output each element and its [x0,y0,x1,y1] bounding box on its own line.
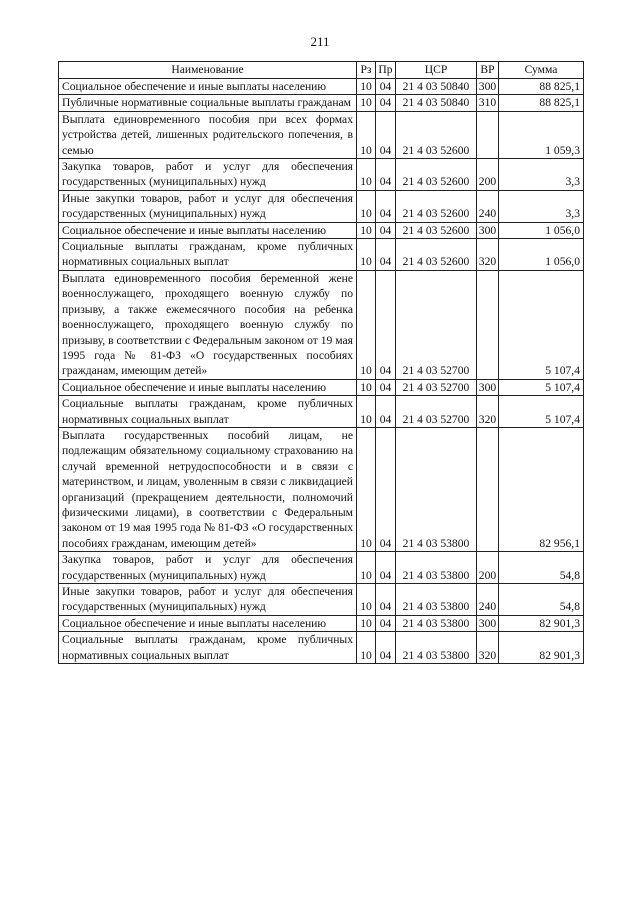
cell-pr: 04 [376,111,396,158]
cell-name: Социальные выплаты гражданам, кроме публичных нормативных социальных выплат [59,396,357,428]
cell-name: Социальное обеспечение и иные выплаты населению [59,379,357,395]
cell-vr: 200 [477,159,499,191]
header-sum: Сумма [499,62,584,79]
table-row [59,270,584,379]
cell-pr: 04 [376,427,396,551]
cell-name: Социальные выплаты гражданам, кроме публичных нормативных социальных выплат [59,632,357,664]
cell-sum: 3,3 [499,190,584,222]
table-row [59,190,584,222]
cell-sum: 54,8 [499,584,584,616]
table-row [59,222,584,238]
cell-rz: 10 [357,379,376,395]
cell-csr: 21 4 03 52600 [396,111,477,158]
table-row [59,396,584,428]
table-row [59,552,584,584]
cell-vr: 240 [477,584,499,616]
cell-vr [477,270,499,379]
table-row [59,159,584,191]
cell-name: Закупка товаров, работ и услуг для обеспечения государственных (муниципальных) нужд [59,159,357,191]
cell-sum: 5 107,4 [499,396,584,428]
cell-vr [477,111,499,158]
cell-csr: 21 4 03 50840 [396,79,477,95]
cell-vr: 300 [477,615,499,631]
cell-sum: 1 056,0 [499,239,584,271]
cell-csr: 21 4 03 52600 [396,159,477,191]
page-number: 211 [310,34,330,49]
table-row [59,79,584,95]
cell-vr: 240 [477,190,499,222]
cell-pr: 04 [376,584,396,616]
cell-name: Выплата государственных пособий лицам, не подлежащим обязательному социальному страхованию на случай временной нетрудоспособности и в связи с материнством, и лицам, уволенным в связи с ликвидацией организаций (прекращением деятельности, полномочий физическими лицами), в соответствии с Федеральным законом от 19 мая 1995 года № 81-ФЗ «О государственных пособиях гражданам, имеющим детей» [59,427,357,551]
cell-name: Иные закупки товаров, работ и услуг для обеспечения государственных (муниципальных) нужд [59,190,357,222]
cell-rz: 10 [357,427,376,551]
table-row [59,111,584,158]
cell-vr: 300 [477,79,499,95]
cell-pr: 04 [376,95,396,111]
cell-vr: 200 [477,552,499,584]
cell-name: Социальные выплаты гражданам, кроме публичных нормативных социальных выплат [59,239,357,271]
cell-csr: 21 4 03 52700 [396,379,477,395]
cell-sum: 88 825,1 [499,95,584,111]
table-header-row [59,62,584,79]
cell-rz: 10 [357,552,376,584]
cell-name: Социальное обеспечение и иные выплаты населению [59,615,357,631]
cell-rz: 10 [357,270,376,379]
cell-sum: 88 825,1 [499,79,584,95]
cell-sum: 3,3 [499,159,584,191]
cell-pr: 04 [376,552,396,584]
table-row [59,95,584,111]
cell-sum: 82 901,3 [499,615,584,631]
cell-csr: 21 4 03 52700 [396,396,477,428]
cell-csr: 21 4 03 53800 [396,584,477,616]
header-rz: Рз [357,62,376,79]
cell-rz: 10 [357,632,376,664]
table-row [59,379,584,395]
cell-csr: 21 4 03 53800 [396,632,477,664]
cell-pr: 04 [376,239,396,271]
cell-name: Публичные нормативные социальные выплаты гражданам [59,95,357,111]
table-row [59,239,584,271]
cell-name: Выплата единовременного пособия при всех формах устройства детей, лишенных родительского попечения, в семью [59,111,357,158]
cell-rz: 10 [357,111,376,158]
cell-rz: 10 [357,615,376,631]
table-body [59,79,584,664]
cell-vr: 320 [477,239,499,271]
cell-rz: 10 [357,79,376,95]
cell-sum: 54,8 [499,552,584,584]
cell-pr: 04 [376,270,396,379]
table-row [59,615,584,631]
cell-rz: 10 [357,222,376,238]
cell-name: Выплата единовременного пособия беременной жене военнослужащего, проходящего военную службу по призыву, а также ежемесячного пособия на ребенка военнослужащего, проходящего военную службу по призыву, в соответствии с Федеральным законом от 19 мая 1995 года № 81-ФЗ «О государственных пособиях гражданам, имеющим детей» [59,270,357,379]
cell-csr: 21 4 03 50840 [396,95,477,111]
cell-pr: 04 [376,222,396,238]
cell-sum: 1 059,3 [499,111,584,158]
cell-vr: 310 [477,95,499,111]
cell-pr: 04 [376,190,396,222]
cell-csr: 21 4 03 52600 [396,190,477,222]
header-name: Наименование [59,62,357,79]
cell-csr: 21 4 03 53800 [396,427,477,551]
cell-vr: 320 [477,396,499,428]
cell-csr: 21 4 03 53800 [396,615,477,631]
cell-csr: 21 4 03 52600 [396,222,477,238]
cell-vr: 300 [477,222,499,238]
cell-name: Закупка товаров, работ и услуг для обеспечения государственных (муниципальных) нужд [59,552,357,584]
cell-pr: 04 [376,632,396,664]
cell-name: Социальное обеспечение и иные выплаты населению [59,79,357,95]
cell-pr: 04 [376,615,396,631]
cell-pr: 04 [376,79,396,95]
cell-vr: 300 [477,379,499,395]
table-row [59,427,584,551]
cell-csr: 21 4 03 52600 [396,239,477,271]
budget-table [58,61,584,664]
cell-csr: 21 4 03 52700 [396,270,477,379]
cell-name: Социальное обеспечение и иные выплаты населению [59,222,357,238]
cell-sum: 82 901,3 [499,632,584,664]
cell-rz: 10 [357,159,376,191]
cell-sum: 1 056,0 [499,222,584,238]
cell-rz: 10 [357,239,376,271]
cell-pr: 04 [376,396,396,428]
cell-rz: 10 [357,190,376,222]
cell-csr: 21 4 03 53800 [396,552,477,584]
cell-rz: 10 [357,396,376,428]
header-vr: ВР [477,62,499,79]
cell-sum: 82 956,1 [499,427,584,551]
cell-rz: 10 [357,95,376,111]
table-row [59,584,584,616]
cell-sum: 5 107,4 [499,379,584,395]
cell-sum: 5 107,4 [499,270,584,379]
header-csr: ЦСР [396,62,477,79]
header-pr: Пр [376,62,396,79]
cell-pr: 04 [376,159,396,191]
table-row [59,632,584,664]
cell-rz: 10 [357,584,376,616]
cell-vr: 320 [477,632,499,664]
cell-name: Иные закупки товаров, работ и услуг для обеспечения государственных (муниципальных) нужд [59,584,357,616]
cell-vr [477,427,499,551]
cell-pr: 04 [376,379,396,395]
